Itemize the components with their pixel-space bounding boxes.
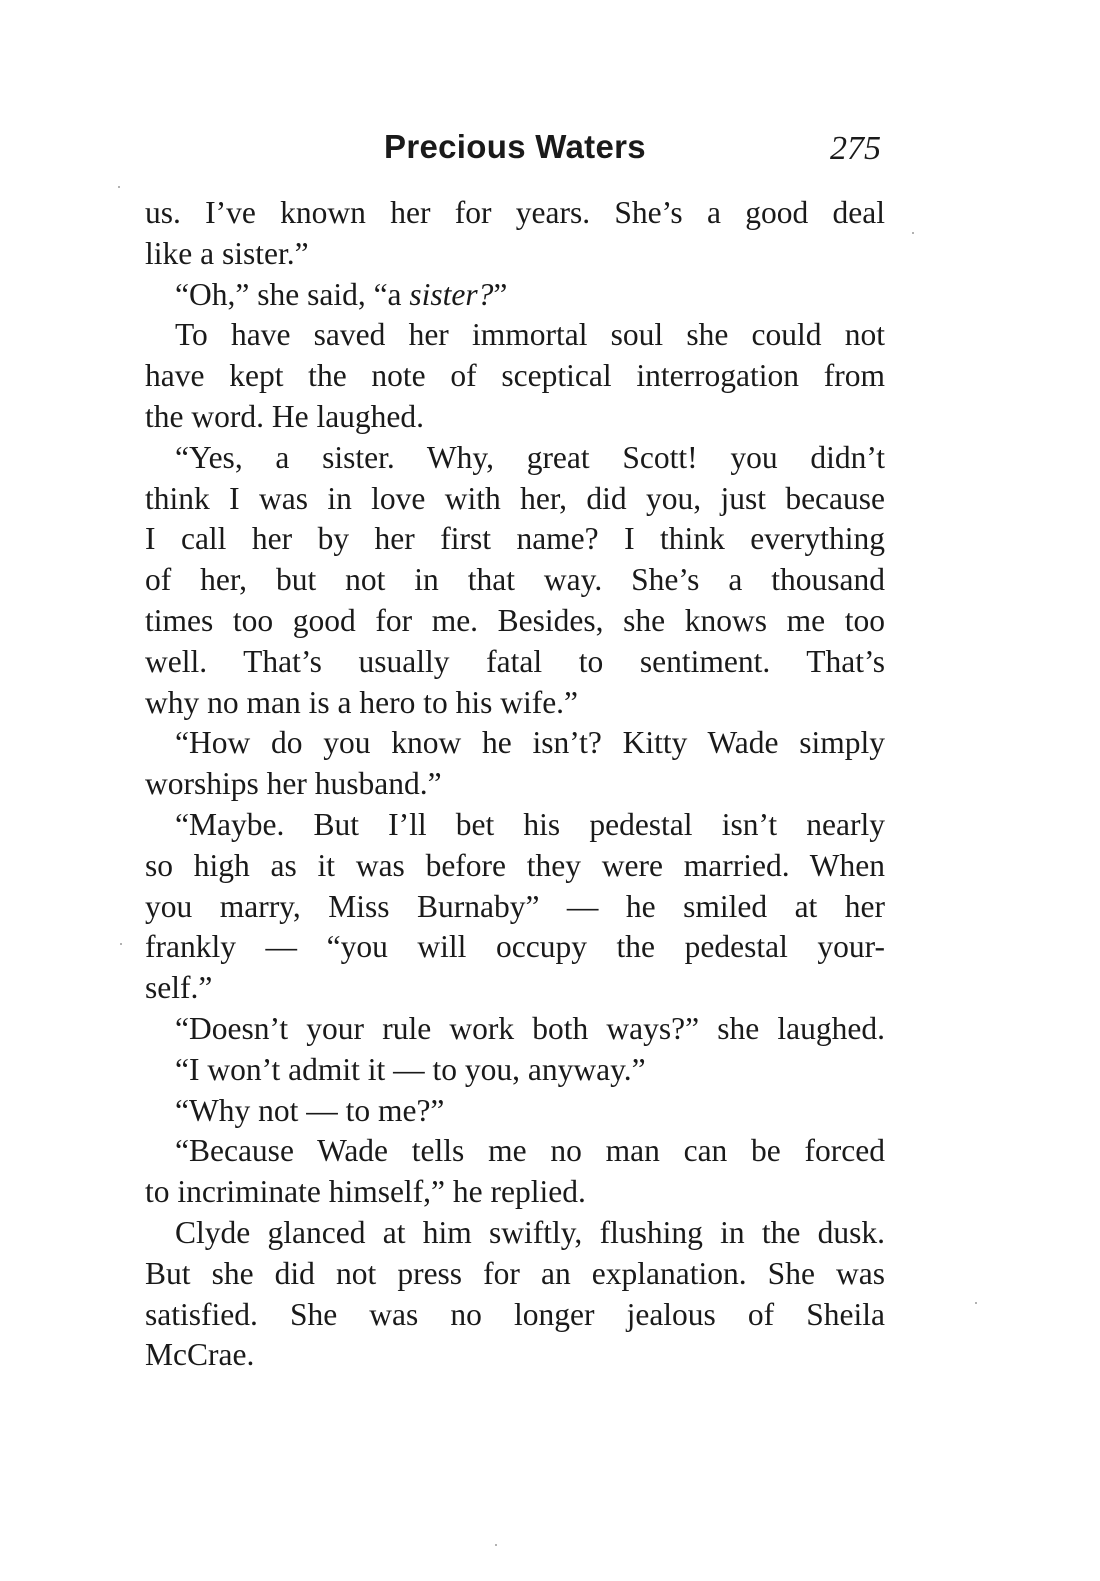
text-line: to incriminate himself,” he replied.	[145, 1174, 586, 1210]
running-title: Precious Waters	[384, 128, 646, 165]
text-line: the word. He laughed.	[145, 398, 425, 434]
text-line: “Maybe. But I’ll bet his pedestal isn’t nearly	[175, 806, 885, 842]
running-head	[145, 128, 885, 174]
text-line: McCrae.	[145, 1337, 255, 1373]
text-line: worships her husband.”	[145, 766, 442, 802]
text-line: times too good for me. Besides, she knows me too	[145, 602, 885, 638]
text-line: think I was in love with her, did you, just because	[145, 480, 885, 516]
text-line: “I won’t admit it — to you, anyway.”	[175, 1051, 646, 1087]
text-line: “Oh,” she said, “a sister?”	[175, 276, 508, 312]
text-line: I call her by her first name? I think everything	[145, 521, 885, 557]
text-line: of her, but not in that way. She’s a thousand	[145, 562, 885, 598]
emphasis: sister?	[409, 276, 494, 312]
text-line: But she did not press for an explanation. She was	[145, 1255, 885, 1291]
text-line: “Yes, a sister. Why, great Scott! you didn’t	[175, 439, 885, 475]
text-line: self.”	[145, 970, 213, 1006]
page-number: 275	[830, 130, 881, 167]
paper-speck	[495, 1544, 497, 1546]
text-line: “How do you know he isn’t? Kitty Wade simply	[175, 725, 885, 761]
text-line: “Doesn’t your rule work both ways?” she laughed.	[175, 1010, 885, 1046]
text-line: satisfied. She was no longer jealous of Sheila	[145, 1296, 885, 1332]
text-line: so high as it was before they were married. When	[145, 847, 885, 883]
text-line: have kept the note of sceptical interrogation from	[145, 358, 885, 394]
text-line: well. That’s usually fatal to sentiment. That’s	[145, 643, 885, 679]
paper-speck	[118, 186, 120, 188]
text-line: To have saved her immortal soul she could not	[175, 317, 885, 353]
text-line: why no man is a hero to his wife.”	[145, 684, 579, 720]
text-line: frankly — “you will occupy the pedestal your-	[145, 929, 885, 965]
body-text	[145, 193, 885, 1376]
text-line: us. I’ve known her for years. She’s a good deal	[145, 195, 885, 230]
paper-speck	[120, 943, 122, 945]
text-line: “Why not — to me?”	[175, 1092, 445, 1128]
text-line: you marry, Miss Burnaby” — he smiled at her	[145, 888, 885, 924]
paper-speck	[912, 232, 914, 234]
paper-speck	[975, 1302, 977, 1304]
text-line: “Because Wade tells me no man can be forced	[175, 1133, 885, 1169]
text-line: Clyde glanced at him swiftly, flushing in the dusk.	[175, 1214, 885, 1250]
text-line: like a sister.”	[145, 235, 309, 271]
